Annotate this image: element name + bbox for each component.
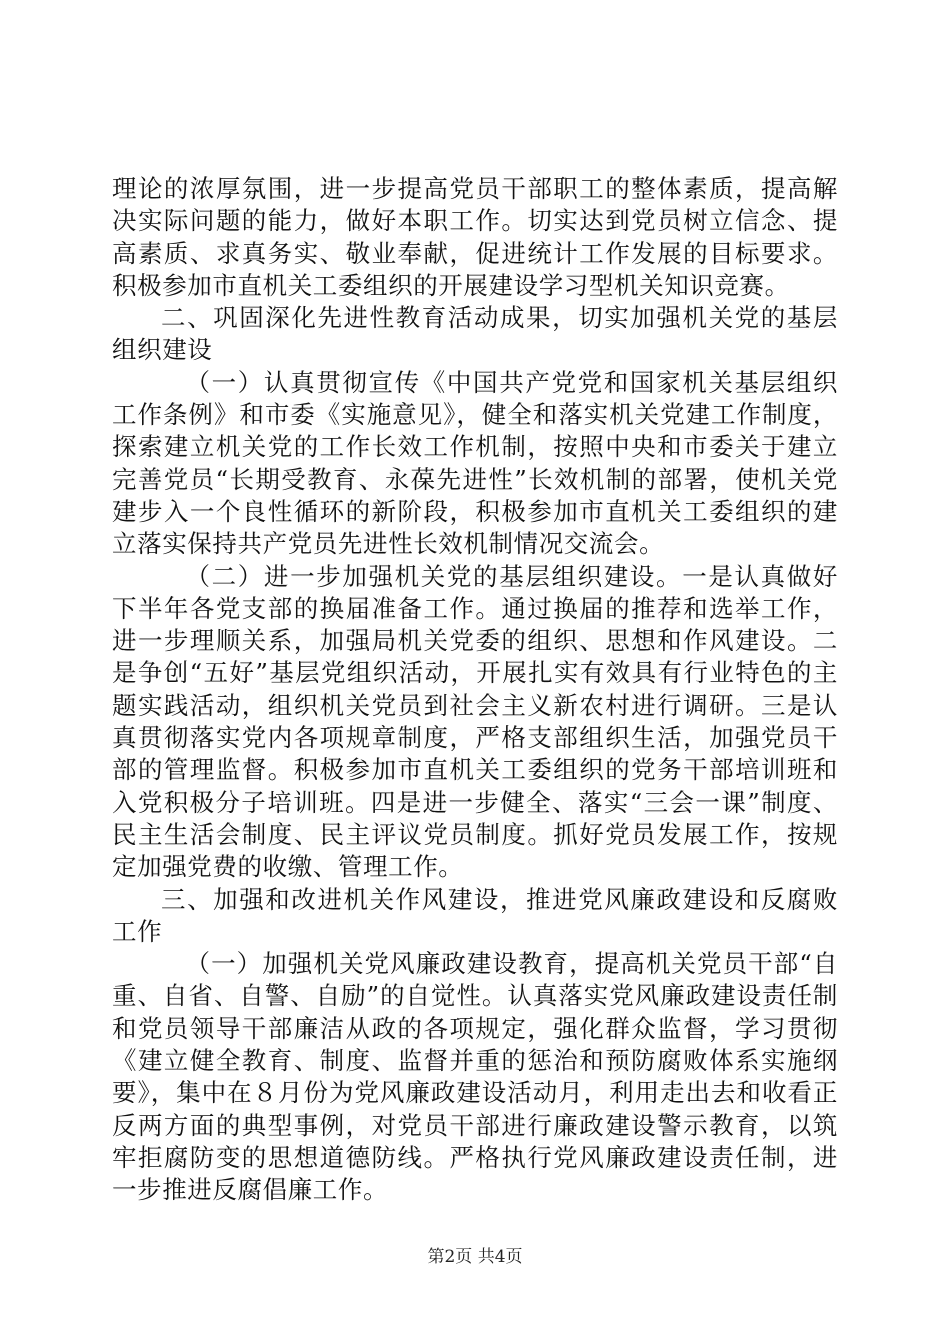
section-heading-2: 二、巩固深化先进性教育活动成果，切实加强机关党的基层组织建设 (112, 303, 838, 365)
paragraph-2-2: （二）进一步加强机关党的基层组织建设。一是认真做好下半年各党支部的换届准备工作。通过换届的推荐和选举工作，进一步理顺关系，加强局机关党委的组织、思想和作风建设。二是争创“五好”基层党组织活动，开展扎实有效具有行业特色的主题实践活动，组织机关党员到社会主义新农村进行调研。三是认真贯彻落实党内各项规章制度，严格支部组织生活，加强党员干部的管理监督。积极参加市直机关工委组织的党务干部培训班和入党积极分子培训班。四是进一步健全、落实“三会一课”制度、民主生活会制度、民主评议党员制度。抓好党员发展工作，按规定加强党费的收缴、管理工作。 (112, 561, 838, 882)
paragraph-2-1: （一）认真贯彻宣传《中国共产党党和国家机关基层组织工作条例》和市委《实施意见》，健全和落实机关党建工作制度，探索建立机关党的工作长效工作机制，按照中央和市委关于建立完善党员“长期受教育、永葆先进性”长效机制的部署，使机关党建步入一个良性循环的新阶段，积极参加市直机关工委组织的建立落实保持共产党员先进性长效机制情况交流会。 (112, 367, 838, 559)
paragraph-continuation: 理论的浓厚氛围，进一步提高党员干部职工的整体素质，提高解决实际问题的能力，做好本职工作。切实达到党员树立信念、提高素质、求真务实、敬业奉献，促进统计工作发展的目标要求。积极参加市直机关工委组织的开展建设学习型机关知识竞赛。 (112, 174, 838, 300)
page-number-footer: 第2页 共4页 (427, 1247, 523, 1267)
section-heading-3: 三、加强和改进机关作风建设，推进党风廉政建设和反腐败工作 (112, 884, 838, 946)
paragraph-3-1: （一）加强机关党风廉政建设教育，提高机关党员干部“自重、自省、自警、自励”的自觉性。认真落实党风廉政建设责任制和党员领导干部廉洁从政的各项规定，强化群众监督，学习贯彻《建立健全教育、制度、监督并重的惩治和预防腐败体系实施纲要》，集中在８月份为党风廉政建设活动月，利用走出去和收看正反两方面的典型事例，对党员干部进行廉政建设警示教育，以筑牢拒腐防变的思想道德防线。严格执行党风廉政建设责任制，进一步推进反腐倡廉工作。 (112, 949, 838, 1205)
document-body (112, 173, 838, 1207)
